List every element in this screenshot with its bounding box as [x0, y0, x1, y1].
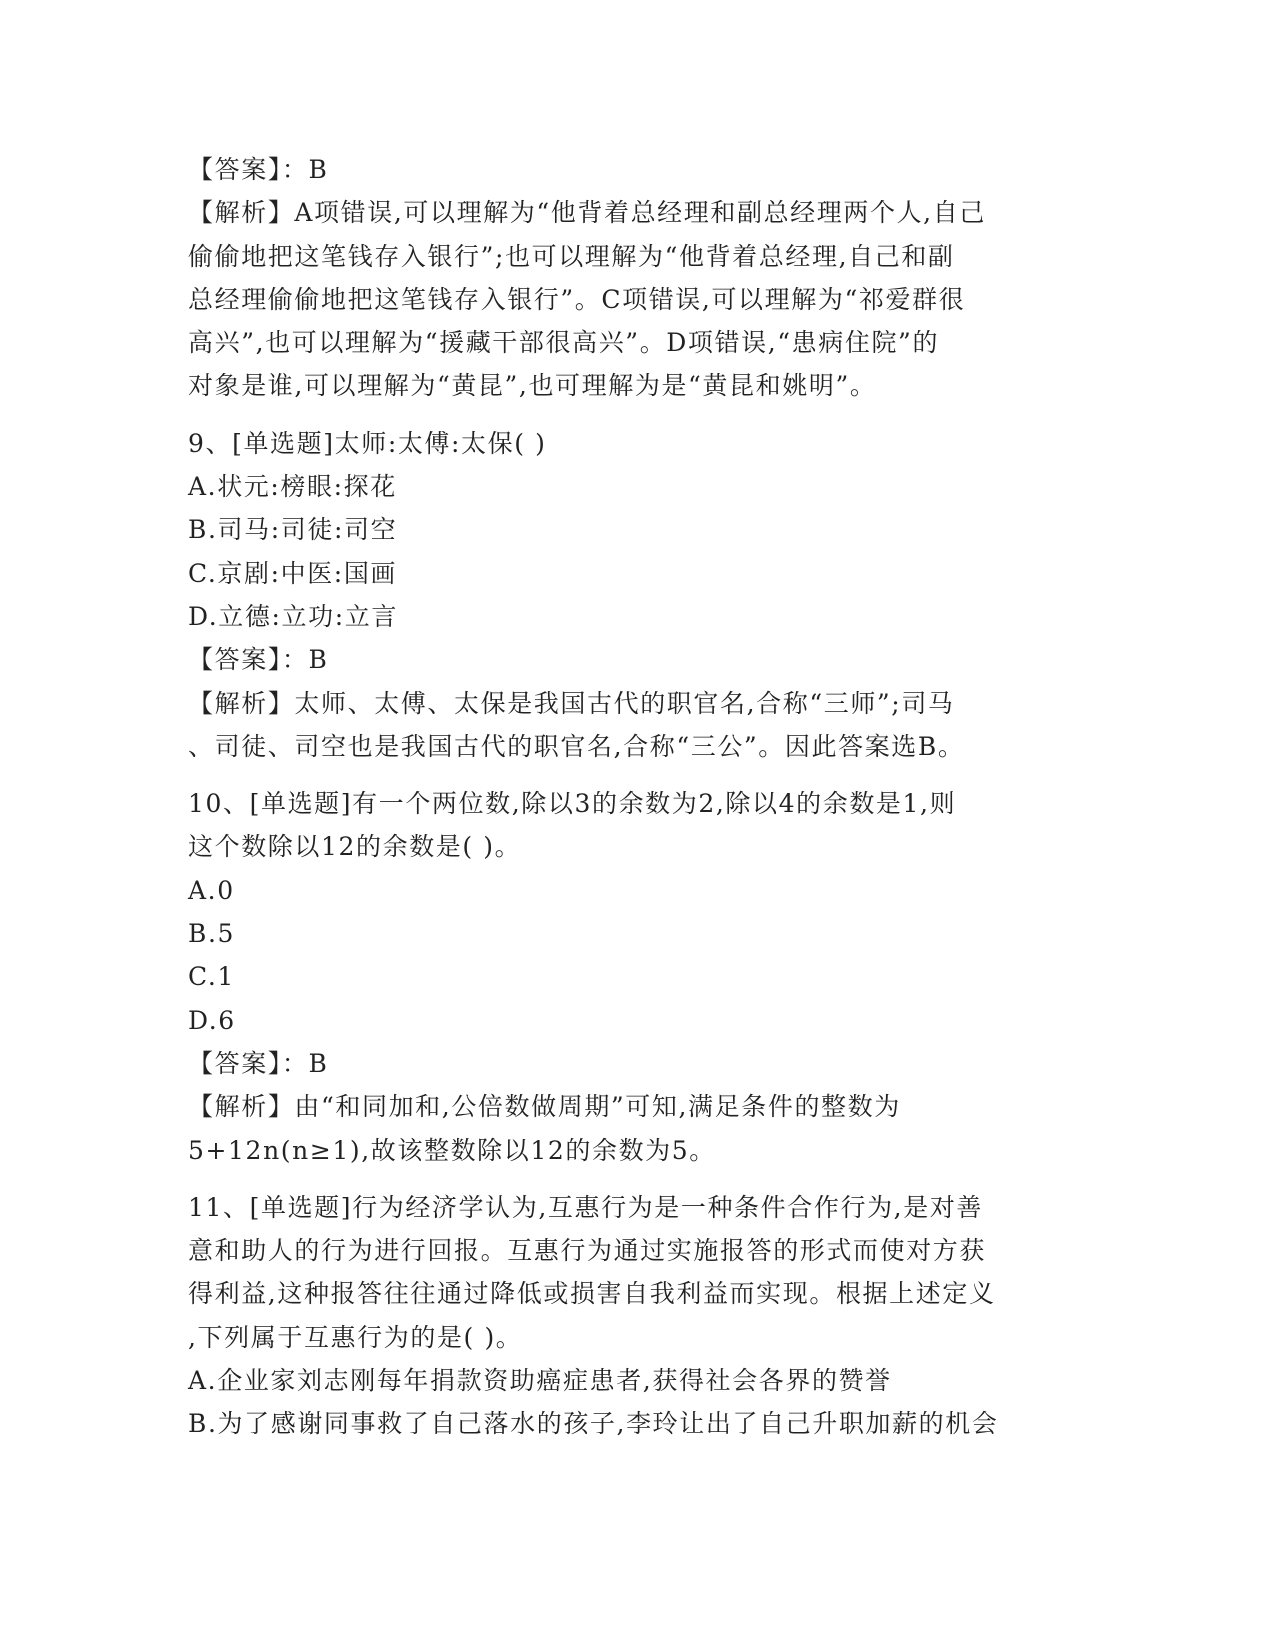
option-b: B.5: [188, 919, 236, 949]
analysis-line: 对象是谁,可以理解为“黄昆”,也可理解为是“黄昆和姚明”。: [188, 371, 877, 401]
analysis-line: 、司徒、司空也是我国古代的职官名,合称“三公”。因此答案选B。: [188, 731, 965, 761]
analysis-line: 【解析】A项错误,可以理解为“他背着总经理和副总经理两个人,自己: [188, 198, 986, 228]
answer-line: 【答案】：B: [188, 1048, 329, 1078]
analysis-line: 偷偷地把这笔钱存入银行”;也可以理解为“他背着总经理,自己和副: [188, 241, 955, 271]
question-text: 10、[单选题]有一个两位数,除以3的余数为2,除以4的余数是1,则: [188, 789, 957, 819]
question-text: 11、[单选题]行为经济学认为,互惠行为是一种条件合作行为,是对善: [188, 1192, 984, 1222]
analysis-line: 总经理偷偷地把这笔钱存入银行”。C项错误,可以理解为“祁爱群很: [188, 284, 966, 314]
option-d: D.立德:立功:立言: [188, 601, 398, 631]
question-text: 意和助人的行为进行回报。互惠行为通过实施报答的形式而使对方获: [188, 1236, 987, 1266]
option-a: A.0: [188, 875, 235, 905]
question-10: [188, 782, 1088, 1172]
question-9: [188, 422, 1088, 768]
question-text: ,下列属于互惠行为的是( )。: [188, 1322, 523, 1352]
answer-line: 【答案】：B: [188, 645, 329, 675]
option-a: A.企业家刘志刚每年捐款资助癌症患者,获得社会各界的赞誉: [188, 1366, 892, 1396]
option-d: D.6: [188, 1005, 236, 1035]
document-page: [188, 148, 1088, 1446]
analysis-line: 5+12n(n≥1),故该整数除以12的余数为5。: [188, 1135, 716, 1165]
previous-question-answer-block: [188, 148, 1088, 408]
answer-line: 【答案】：B: [188, 155, 329, 184]
analysis-line: 【解析】由“和同加和,公倍数做周期”可知,满足条件的整数为: [188, 1092, 901, 1122]
question-11: [188, 1186, 1088, 1446]
analysis-line: 【解析】太师、太傅、太保是我国古代的职官名,合称“三师”;司马: [188, 688, 955, 718]
question-text: 得利益,这种报答往往通过降低或损害自我利益而实现。根据上述定义: [188, 1279, 996, 1309]
question-text: 这个数除以12的余数是( )。: [188, 832, 522, 862]
option-b: B.为了感谢同事救了自己落水的孩子,李玲让出了自己升职加薪的机会: [188, 1409, 999, 1439]
option-b: B.司马:司徒:司空: [188, 515, 398, 545]
option-a: A.状元:榜眼:探花: [188, 472, 397, 502]
question-text: 9、[单选题]太师:太傅:太保( ): [188, 428, 547, 458]
option-c: C.京剧:中医:国画: [188, 558, 398, 588]
option-c: C.1: [188, 962, 235, 992]
analysis-line: 高兴”,也可以理解为“援藏干部很高兴”。D项错误,“患病住院”的: [188, 328, 940, 358]
